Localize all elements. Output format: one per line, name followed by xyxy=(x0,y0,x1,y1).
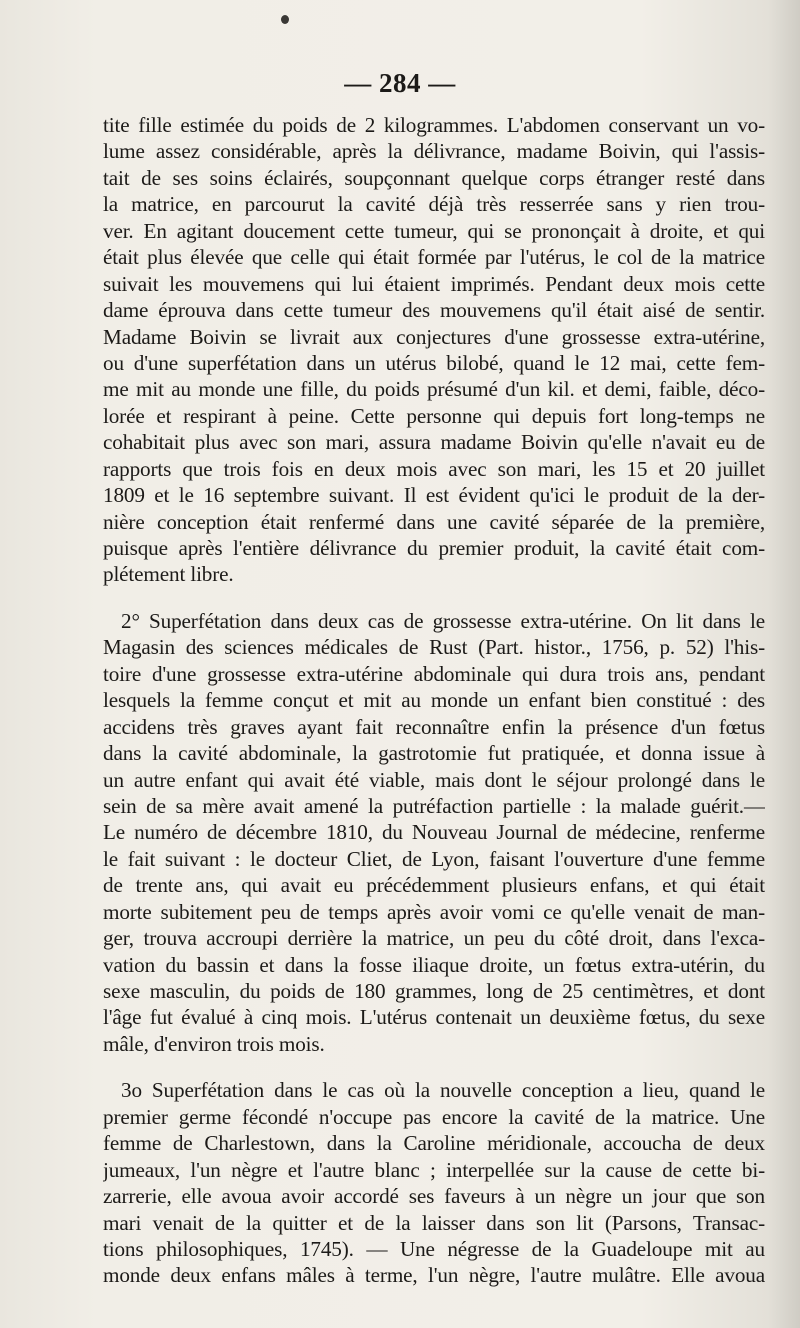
paragraph-2 xyxy=(103,608,765,1057)
text-line: sexe masculin, du poids de 180 grammes, long de 25 centimètres, et dont xyxy=(103,979,765,1003)
text-line: la matrice, en parcourut la cavité déjà très resserrée sans y rien trou- xyxy=(103,192,765,217)
text-line: morte subitement peu de temps après avoir vomi ce qu'elle venait de man- xyxy=(103,899,765,924)
text-line: puisque après l'entière délivrance du premier produit, la cavité était com- xyxy=(103,536,765,560)
text-line: dame éprouva dans cette tumeur des mouvemens qu'il était aisé de sentir. xyxy=(103,298,765,323)
text-line: monde deux enfans mâles à terme, l'un nègre, l'autre mulâtre. Elle avoua xyxy=(103,1263,765,1288)
text-line: 3o Superfétation dans le cas où la nouvelle conception a lieu, quand le xyxy=(121,1078,765,1103)
text-line: suivait les mouvemens qui lui étaient imprimés. Pendant deux mois cette xyxy=(103,271,765,296)
text-line: cohabitait plus avec son mari, assura madame Boivin qu'elle n'avait eu de xyxy=(103,430,765,455)
text-line: tait de ses soins éclairés, soupçonnant quelque corps étranger resté dans xyxy=(103,165,765,190)
page-number: — 284 — xyxy=(344,68,456,98)
text-line: Madame Boivin se livrait aux conjectures d'une grossesse extra-utérine, xyxy=(103,324,765,349)
text-line: lesquels la femme conçut et mit au monde un enfant bien constitué : des xyxy=(103,688,765,713)
text-line: mâle, d'environ trois mois. xyxy=(103,1031,325,1056)
text-line: ger, trouva accroupi derrière la matrice, un peu du côté droit, dans l'exca- xyxy=(103,926,765,951)
text-line: l'âge fut évalué à cinq mois. L'utérus contenait un deuxième fœtus, du sexe xyxy=(103,1005,765,1030)
text-line: tite fille estimée du poids de 2 kilogrammes. L'abdomen conservant un vo- xyxy=(103,113,765,137)
text-line: 2° Superfétation dans deux cas de grossesse extra-utérine. On lit dans le xyxy=(121,608,765,633)
text-line: Le numéro de décembre 1810, du Nouveau Journal de médecine, renferme xyxy=(103,820,765,845)
paragraph-gap xyxy=(103,1057,765,1077)
text-line: dans la cavité abdominale, la gastrotomie fut pratiquée, et donna issue à xyxy=(103,741,765,766)
text-line: rapports que trois fois en deux mois avec son mari, les 15 et 20 juillet xyxy=(103,456,765,481)
ink-spot xyxy=(281,15,289,24)
text-line: sein de sa mère avait amené la putréfaction partielle : la malade guérit.— xyxy=(103,793,765,818)
text-line: ou d'une superfétation dans un utérus bilobé, quand le 12 mai, cette fem- xyxy=(103,350,765,375)
text-line: jumeaux, l'un nègre et l'autre blanc ; interpellée sur la cause de cette bi- xyxy=(103,1157,765,1182)
text-line: lorée et respirant à peine. Cette personne qui depuis fort long-temps ne xyxy=(103,403,765,428)
text-line: me mit au monde une fille, du poids présumé d'un kil. et demi, faible, déco- xyxy=(103,377,765,402)
text-line: nière conception était renfermé dans une cavité séparée de la première, xyxy=(103,509,765,534)
text-line: lume assez considérable, après la délivrance, madame Boivin, qui l'assis- xyxy=(103,139,765,164)
text-line: mari venait de la quitter et de la laisser dans son lit (Parsons, Transac- xyxy=(103,1210,765,1235)
text-line: Magasin des sciences médicales de Rust (Part. histor., 1756, p. 52) l'his- xyxy=(103,635,765,660)
paragraph-gap xyxy=(103,588,765,608)
text-line: tions philosophiques, 1745). — Une négresse de la Guadeloupe mit au xyxy=(103,1236,765,1261)
paragraph-1 xyxy=(103,112,765,588)
text-line: premier germe fécondé n'occupe pas encore la cavité de la matrice. Une xyxy=(103,1104,765,1129)
text-line: plétement libre. xyxy=(103,562,234,587)
text-line: le fait suivant : le docteur Cliet, de Lyon, faisant l'ouverture d'une femme xyxy=(103,846,765,871)
text-line: accidens très graves ayant fait reconnaître enfin la présence d'un fœtus xyxy=(103,714,765,739)
text-line: femme de Charlestown, dans la Caroline méridionale, accoucha de deux xyxy=(103,1131,765,1156)
text-line: toire d'une grossesse extra-utérine abdominale qui dura trois ans, pendant xyxy=(103,661,765,686)
text-line: zarrerie, elle avoua avoir accordé ses faveurs à un nègre un jour que son xyxy=(103,1184,765,1209)
text-line: ver. En agitant doucement cette tumeur, qui se prononçait à droite, et qui xyxy=(103,218,765,243)
text-line: de trente ans, qui avait eu précédemment plusieurs enfans, et qui était xyxy=(103,873,765,898)
text-line: 1809 et le 16 septembre suivant. Il est évident qu'ici le produit de la der- xyxy=(103,483,765,508)
text-line: vation du bassin et dans la fosse iliaque droite, un fœtus extra-utérin, du xyxy=(103,952,765,977)
page-body xyxy=(103,112,765,1289)
paragraph-3 xyxy=(103,1077,765,1289)
text-line: était plus élevée que celle qui était formée par l'utérus, le col de la matrice xyxy=(103,245,765,270)
text-line: un autre enfant qui avait été viable, mais dont le séjour prolongé dans le xyxy=(103,767,765,792)
